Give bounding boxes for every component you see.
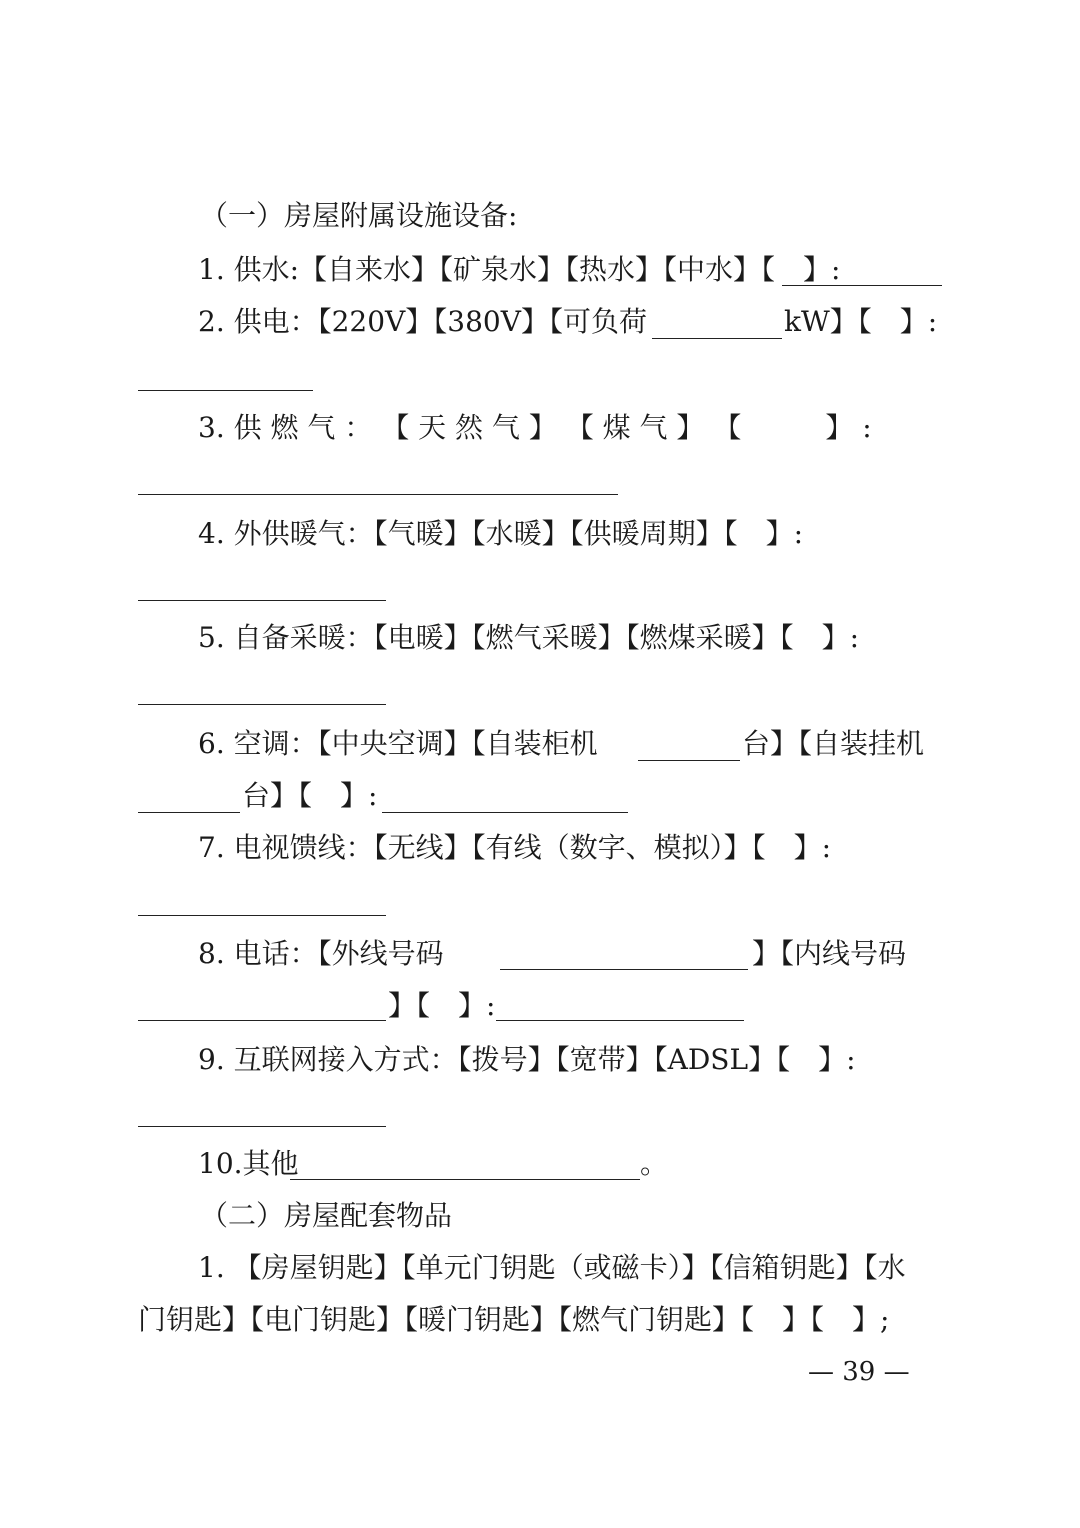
blank-telephone[interactable] bbox=[496, 1020, 744, 1021]
item-power-supply: 2. 供电：【220V】【380V】【可负荷 bbox=[198, 305, 647, 338]
blank-internal-number[interactable] bbox=[138, 1020, 386, 1021]
item-keys-line2: 门钥匙】【电门钥匙】【暖门钥匙】【燃气门钥匙】【 】【 】; bbox=[138, 1303, 890, 1336]
item-internet-access: 9. 互联网接入方式：【拨号】【宽带】【ADSL】【 】: bbox=[198, 1043, 856, 1076]
item-power-supply-suffix: kW】【 】: bbox=[784, 305, 938, 338]
blank-power-load[interactable] bbox=[652, 338, 782, 339]
blank-tv-feed[interactable] bbox=[138, 915, 386, 916]
item-tv-feed: 7. 电视馈线：【无线】【有线（数字、模拟）】【 】: bbox=[198, 831, 832, 864]
item-other: 10.其他 bbox=[198, 1147, 299, 1180]
blank-external-heating[interactable] bbox=[138, 600, 386, 601]
item-self-heating: 5. 自备采暖：【电暖】【燃气采暖】【燃煤采暖】【 】: bbox=[198, 621, 860, 654]
blank-power-supply[interactable] bbox=[138, 390, 313, 391]
section-heading-supplies: （二）房屋配套物品 bbox=[200, 1199, 453, 1232]
item-keys-line1: 1. 【房屋钥匙】【单元门钥匙（或磁卡）】【信箱钥匙】【水 bbox=[198, 1251, 906, 1284]
blank-air-conditioning[interactable] bbox=[382, 812, 628, 813]
item-air-conditioning-cont: 台】【 】: bbox=[242, 779, 378, 812]
item-air-conditioning-mid: 台】【自装挂机 bbox=[742, 727, 925, 760]
item-telephone: 8. 电话：【外线号码 bbox=[198, 937, 444, 970]
blank-other[interactable] bbox=[290, 1179, 640, 1180]
blank-water-supply[interactable] bbox=[782, 285, 942, 286]
section-heading-facilities: （一）房屋附属设施设备: bbox=[200, 199, 518, 232]
blank-external-number[interactable] bbox=[500, 969, 748, 970]
blank-wall-ac-count[interactable] bbox=[138, 812, 240, 813]
item-other-period: 。 bbox=[640, 1147, 669, 1180]
item-water-supply: 1. 供水:【自来水】【矿泉水】【热水】【中水】【 】: bbox=[198, 253, 841, 286]
item-external-heating: 4. 外供暖气：【气暖】【水暖】【供暖周期】【 】: bbox=[198, 517, 804, 550]
item-telephone-mid: 】【内线号码 bbox=[752, 937, 907, 970]
item-telephone-cont: 】【 】: bbox=[388, 989, 496, 1022]
blank-self-heating[interactable] bbox=[138, 704, 386, 705]
blank-cabinet-ac-count[interactable] bbox=[638, 760, 740, 761]
item-gas-supply: 3. 供 燃 气 ： 【 天 然 气 】 【 煤 气 】 【 】 : bbox=[198, 411, 872, 444]
page-number: — 39 — bbox=[808, 1357, 910, 1387]
blank-internet-access[interactable] bbox=[138, 1126, 386, 1127]
item-air-conditioning: 6. 空调：【中央空调】【自装柜机 bbox=[198, 727, 598, 760]
blank-gas-supply[interactable] bbox=[138, 494, 618, 495]
